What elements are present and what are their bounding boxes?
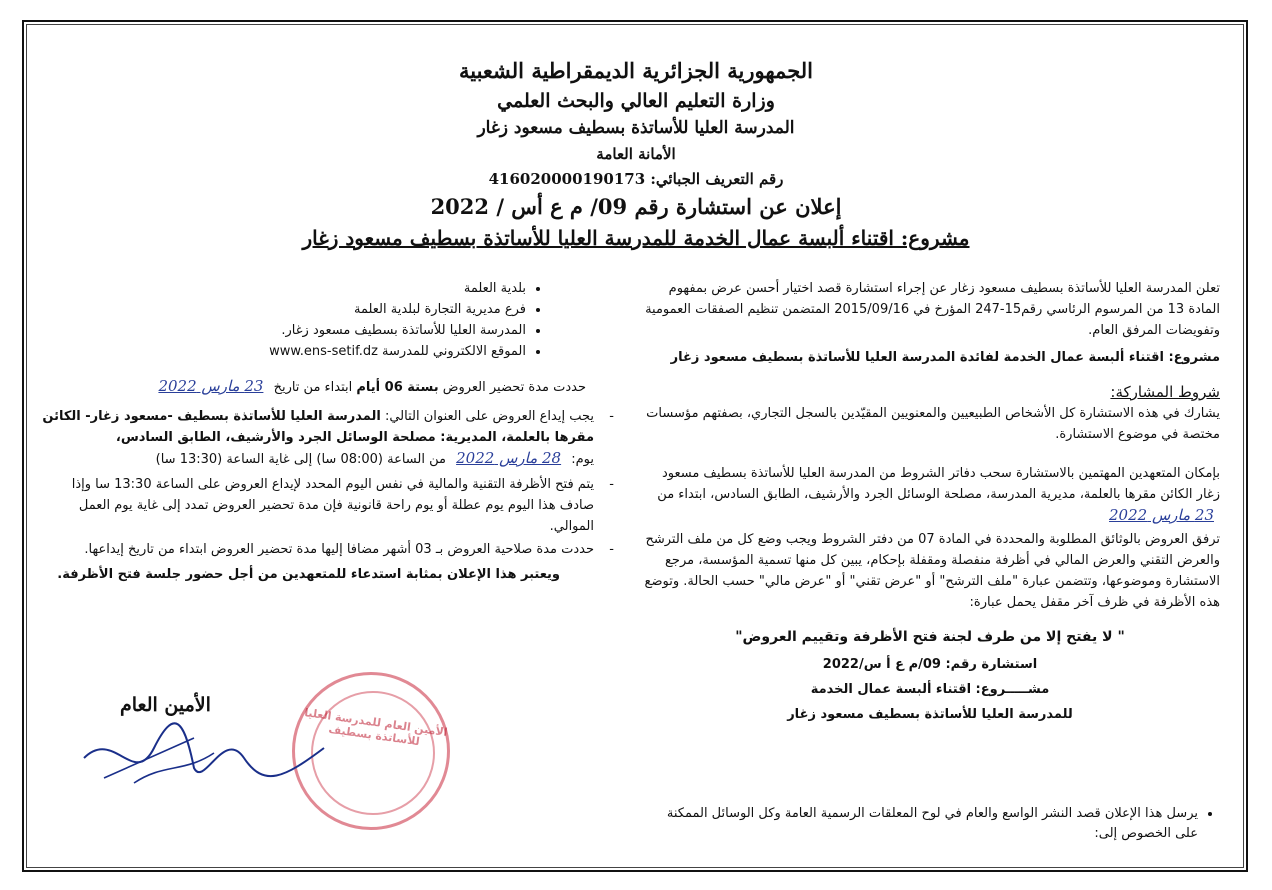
ministry-title: وزارة التعليم العالي والبحث العلمي [497, 90, 775, 112]
secretariat-title: الأمانة العامة [596, 145, 676, 163]
project-title: مشروع: اقتناء ألبسة عمال الخدمة للمدرسة العليا للأساتذة بسطيف مسعود زغار [302, 226, 970, 250]
invitation-line: ويعتبر هذا الإعلان بمثابة استدعاء للمتعهدين من أجل حضور جلسة فتح الأظرفة. [57, 567, 560, 582]
docs-paragraph: ترفق العروض بالوثائق المطلوبة والمحددة في المادة 07 من دفتر الشروط ويجب وضع كل من ملف الترشح والعرض التقني والعرض المالي في أظرفة منفصلة ومقفلة بإحكام، يبين كل منها تسمية المؤسسة، مرجع الاستشارة وموضوعها، وتتضمن عبارة "ملف الترشح" أو "عرض تقني" أو "عرض مالي" حسب الحالة. وتوضع هذه الأظرفة في ظرف آخر مقفل يحمل عبارة: [644, 532, 1220, 610]
intro-paragraph: تعلن المدرسة العليا للأساتذة بسطيف مسعود زغار عن إجراء استشارة قصد اختيار أحسن عرض بمفهوم المادة 13 من المرسوم الرئاسي رقم15-247 المؤرخ في 2015/09/16 المتضمن تنظيم الصفقات العمومية وتفويضات المرفق العام. [645, 281, 1220, 338]
recipient-item[interactable]: • الموقع الالكتروني للمدرسة www.ens-setif.dz [36, 341, 526, 362]
left-column [36, 278, 616, 585]
duration-prefix: حددت مدة تحضير العروض [438, 380, 586, 395]
validity-item: - حددت مدة صلاحية العروض بـ 03 أشهر مضافا إليها مدة تحضير العروض ابتداء من تاريخ إيداعها. [36, 539, 594, 560]
duration-suffix: ابتداء من تاريخ [273, 380, 357, 395]
duration-date: 23 مارس 2022 [158, 377, 264, 395]
recipient-item: • فرع مديرية التجارة لبلدية العلمة [36, 299, 526, 320]
envelope-line-2: استشارة رقم: 09/م ع أ س/2022 [822, 657, 1038, 672]
opening-item: - يتم فتح الأظرفة التقنية والمالية في نفس اليوم المحدد لإيداع العروض على الساعة 13:30 سا وإذا صادف هذا اليوم يوم عطلة أو يوم راحة قانونية فإن مدة تحضير العروض تمدد إلى غاية يوم العمل الموالي. [36, 474, 594, 537]
duration-days: بستة 06 أيام [356, 380, 439, 395]
deposit-time: من الساعة (08:00 سا) إلى غاية الساعة (13:30 سا) [155, 452, 446, 467]
envelope-line-1: " لا يفتح إلا من طرف لجنة فتح الأظرفة وتقييم العروض" [735, 629, 1125, 645]
conditions-list [36, 406, 616, 560]
signature-icon [74, 708, 334, 798]
duration-line [36, 376, 616, 398]
withdraw-date: 23 مارس 2022 [1109, 506, 1214, 524]
publish-text: • يرسل هذا الإعلان قصد النشر الواسع والعام في لوح المعلقات الرسمية العامة وكل الوسائل الممكنة على الخصوص إلى: [640, 804, 1198, 844]
withdraw-paragraph [640, 463, 1220, 527]
recipient-item: • بلدية العلمة [36, 278, 526, 299]
conditions-heading: شروط المشاركة: [1110, 383, 1220, 401]
school-title: المدرسة العليا للأساتذة بسطيف مسعود زغار [477, 118, 795, 138]
envelope-line-4: للمدرسة العليا للأساتذة بسطيف مسعود زغار [787, 707, 1073, 722]
signer-title: الأمين العام [120, 694, 211, 716]
publish-bullet [640, 804, 1220, 844]
conditions-text: يشارك في هذه الاستشارة كل الأشخاص الطبيعيين والمعنويين المقيّدين بالسجل التجاري، بصفتهم مؤسسات مختصة في موضوع الاستشارة. [646, 406, 1220, 442]
recipients-list [36, 278, 616, 362]
right-column [640, 278, 1220, 725]
recipient-item: • المدرسة العليا للأساتذة بسطيف مسعود زغار. [36, 320, 526, 341]
deposit-day-label: يوم: [571, 452, 594, 467]
project-line: مشروع: اقتناء ألبسة عمال الخدمة لفائدة المدرسة العليا للأساتذة بسطيف مسعود زغار [670, 350, 1220, 365]
tax-id: رقم التعريف الجبائي: 416020000190173 [488, 170, 784, 188]
envelope-line-3: مشـــــروع: اقتناء ألبسة عمال الخدمة [810, 682, 1050, 697]
republic-title: الجمهورية الجزائرية الديمقراطية الشعبية [458, 58, 813, 83]
deposit-address: المدرسة العليا للأساتذة بسطيف -مسعود زغار- الكائن مقرها بالعلمة، المديرية: مصلحة الوسائل الجرد والأرشيف، الطابق السادس، [42, 409, 594, 445]
deposit-prefix: يجب إيداع العروض على العنوان التالي: [380, 409, 594, 424]
withdraw-text: بإمكان المتعهدين المهتمين بالاستشارة سحب دفاتر الشروط من المدرسة العليا للأساتذة بسطيف مسعود زغار الكائن مقرها بالعلمة، مديرية المدرسة، مصلحة الوسائل الجرد والأرشيف، الطابق السادس، ابتداء من [657, 466, 1220, 502]
stamp-text: الأمين العام للمدرسة العليا للأساتذة بسطيف [303, 706, 449, 749]
deposit-date: 28 مارس 2022 [456, 449, 562, 467]
deposit-item [36, 406, 594, 470]
notice-title: إعلان عن استشارة رقم 09/ م ع أس / 2022 [430, 194, 842, 219]
